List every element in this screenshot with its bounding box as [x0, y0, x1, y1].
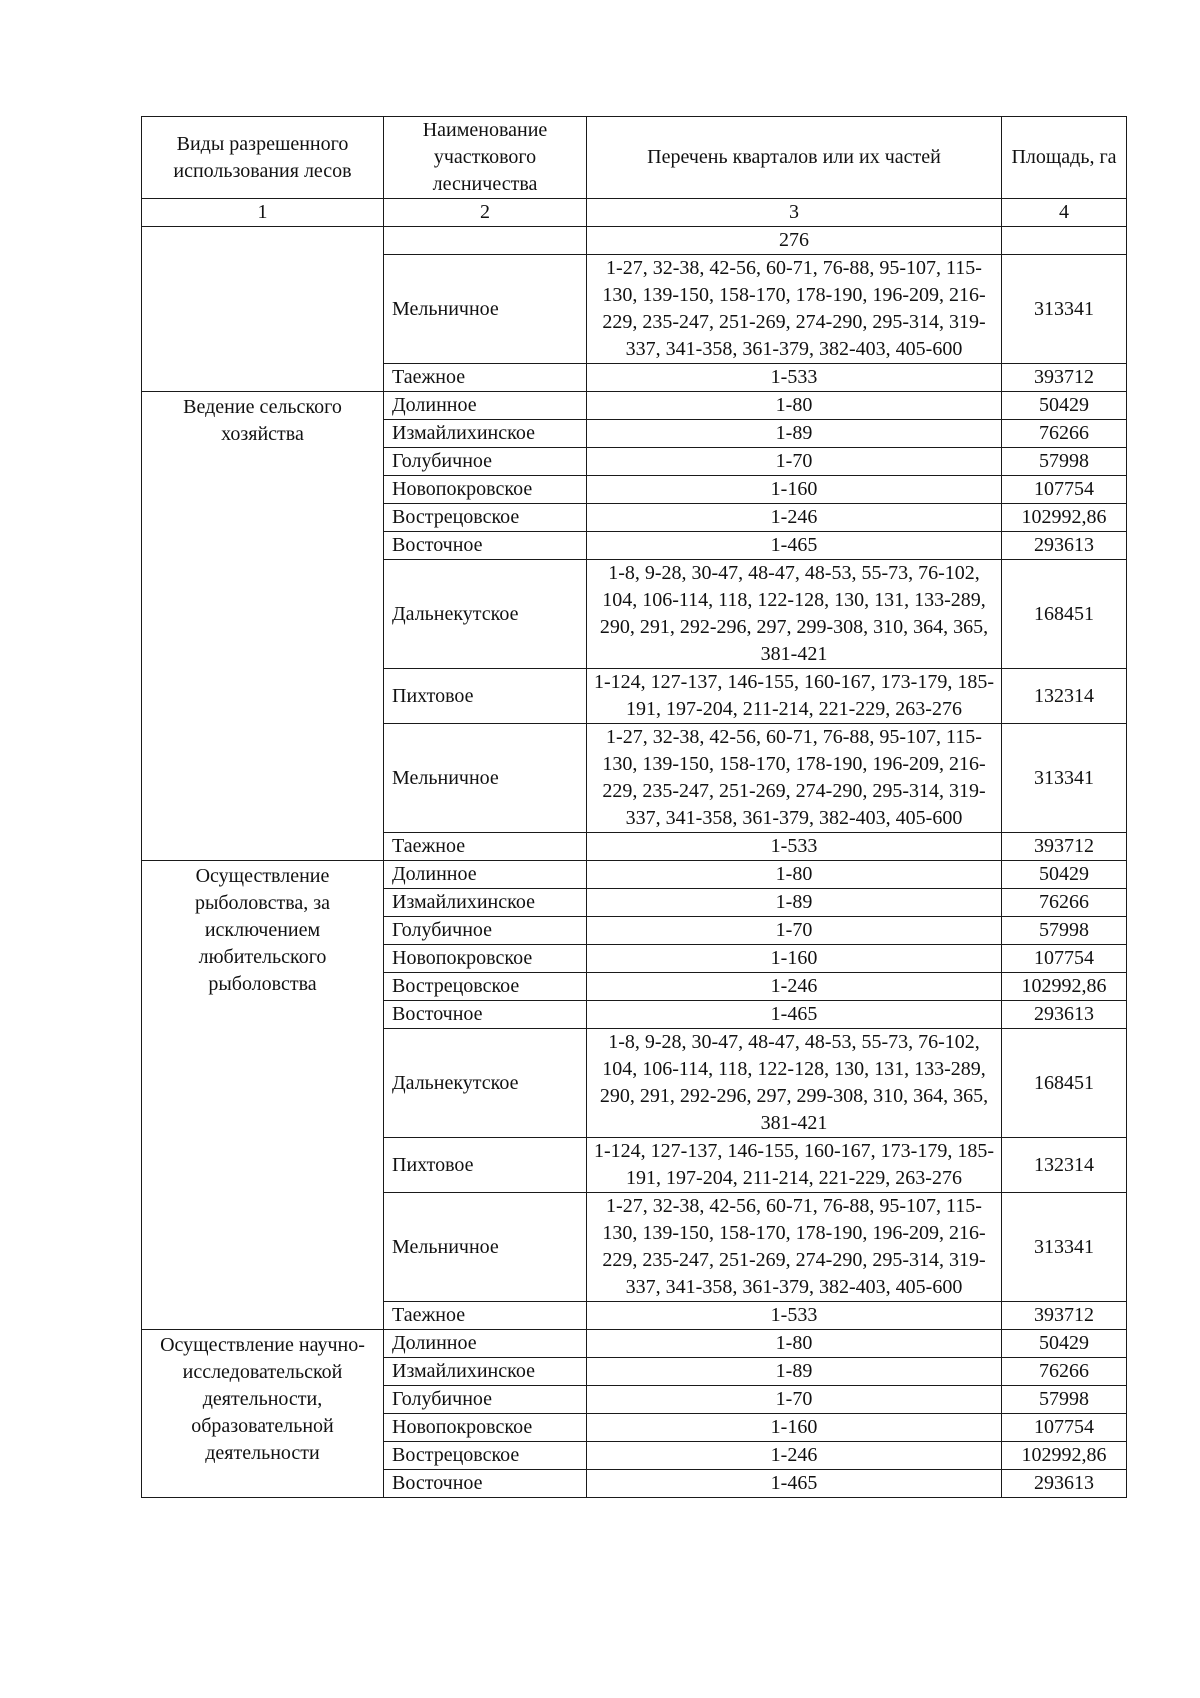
- quarters-cell: 1-70: [587, 448, 1002, 476]
- quarters-cell: 1-27, 32-38, 42-56, 60-71, 76-88, 95-107, 115-130, 139-150, 158-170, 178-190, 196-209, 216-229, 235-247, 251-269, 274-290, 295-314, 319-337, 341-358, 361-379, 382-403, 405-600: [587, 255, 1002, 364]
- column-number: 2: [384, 199, 587, 227]
- forestry-name-cell: Таежное: [384, 833, 587, 861]
- area-cell: 76266: [1002, 420, 1127, 448]
- quarters-cell: 1-80: [587, 1330, 1002, 1358]
- forestry-name-cell: Голубичное: [384, 448, 587, 476]
- header-cell: Наименование участкового лесничества: [384, 117, 587, 199]
- table-row: [142, 227, 1127, 255]
- header-cell: Перечень кварталов или их частей: [587, 117, 1002, 199]
- forestry-name-cell: Восточное: [384, 1470, 587, 1498]
- quarters-cell: 1-533: [587, 364, 1002, 392]
- quarters-cell: 276: [587, 227, 1002, 255]
- quarters-cell: 1-465: [587, 1470, 1002, 1498]
- column-number: 1: [142, 199, 384, 227]
- forestry-name-cell: Измайлихинское: [384, 1358, 587, 1386]
- area-cell: [1002, 227, 1127, 255]
- quarters-cell: 1-124, 127-137, 146-155, 160-167, 173-179, 185-191, 197-204, 211-214, 221-229, 263-276: [587, 669, 1002, 724]
- quarters-cell: 1-8, 9-28, 30-47, 48-47, 48-53, 55-73, 76-102, 104, 106-114, 118, 122-128, 130, 131, 133-289, 290, 291, 292-296, 297, 299-308, 310, 364, 365, 381-421: [587, 1029, 1002, 1138]
- area-cell: 102992,86: [1002, 1442, 1127, 1470]
- quarters-cell: 1-70: [587, 1386, 1002, 1414]
- forestry-name-cell: Вострецовское: [384, 973, 587, 1001]
- forestry-name-cell: Долинное: [384, 1330, 587, 1358]
- header-cell: Виды разрешенного использования лесов: [142, 117, 384, 199]
- forestry-name-cell: Голубичное: [384, 917, 587, 945]
- area-cell: 313341: [1002, 1193, 1127, 1302]
- forestry-name-cell: [384, 227, 587, 255]
- forestry-name-cell: Вострецовское: [384, 1442, 587, 1470]
- quarters-cell: 1-89: [587, 420, 1002, 448]
- quarters-cell: 1-80: [587, 392, 1002, 420]
- forestry-name-cell: Долинное: [384, 392, 587, 420]
- forest-use-type-cell: [142, 227, 384, 392]
- quarters-cell: 1-80: [587, 861, 1002, 889]
- quarters-cell: 1-160: [587, 476, 1002, 504]
- forestry-name-cell: Измайлихинское: [384, 420, 587, 448]
- area-cell: 168451: [1002, 1029, 1127, 1138]
- area-cell: 132314: [1002, 669, 1127, 724]
- area-cell: 107754: [1002, 1414, 1127, 1442]
- forestry-name-cell: Восточное: [384, 1001, 587, 1029]
- forestry-name-cell: Новопокровское: [384, 1414, 587, 1442]
- forest-use-type-cell: Осуществление научно-исследовательской деятельности, образовательной деятельности: [142, 1330, 384, 1498]
- quarters-cell: 1-246: [587, 504, 1002, 532]
- forestry-name-cell: Мельничное: [384, 1193, 587, 1302]
- header-row: [142, 117, 1127, 199]
- area-cell: 102992,86: [1002, 504, 1127, 532]
- area-cell: 293613: [1002, 1470, 1127, 1498]
- table-body: [142, 117, 1127, 1498]
- forestry-name-cell: Дальнекутское: [384, 560, 587, 669]
- area-cell: 76266: [1002, 1358, 1127, 1386]
- quarters-cell: 1-533: [587, 1302, 1002, 1330]
- area-cell: 107754: [1002, 945, 1127, 973]
- quarters-cell: 1-89: [587, 1358, 1002, 1386]
- area-cell: 50429: [1002, 861, 1127, 889]
- column-number: 4: [1002, 199, 1127, 227]
- column-number-row: [142, 199, 1127, 227]
- forest-use-type-cell: Ведение сельского хозяйства: [142, 392, 384, 861]
- area-cell: 313341: [1002, 724, 1127, 833]
- area-cell: 57998: [1002, 917, 1127, 945]
- table-row: [142, 861, 1127, 889]
- quarters-cell: 1-124, 127-137, 146-155, 160-167, 173-179, 185-191, 197-204, 211-214, 221-229, 263-276: [587, 1138, 1002, 1193]
- area-cell: 393712: [1002, 1302, 1127, 1330]
- header-cell: Площадь, га: [1002, 117, 1127, 199]
- forestry-name-cell: Дальнекутское: [384, 1029, 587, 1138]
- forestry-name-cell: Голубичное: [384, 1386, 587, 1414]
- area-cell: 168451: [1002, 560, 1127, 669]
- table-row: [142, 1330, 1127, 1358]
- quarters-cell: 1-27, 32-38, 42-56, 60-71, 76-88, 95-107, 115-130, 139-150, 158-170, 178-190, 196-209, 216-229, 235-247, 251-269, 274-290, 295-314, 319-337, 341-358, 361-379, 382-403, 405-600: [587, 1193, 1002, 1302]
- quarters-cell: 1-70: [587, 917, 1002, 945]
- quarters-cell: 1-533: [587, 833, 1002, 861]
- forestry-name-cell: Пихтовое: [384, 669, 587, 724]
- quarters-cell: 1-160: [587, 1414, 1002, 1442]
- area-cell: 293613: [1002, 1001, 1127, 1029]
- area-cell: 393712: [1002, 364, 1127, 392]
- forest-use-table: [141, 116, 1127, 1498]
- forest-use-type-cell: Осуществление рыболовства, за исключением любительского рыболовства: [142, 861, 384, 1330]
- forestry-name-cell: Мельничное: [384, 724, 587, 833]
- forestry-name-cell: Таежное: [384, 364, 587, 392]
- area-cell: 50429: [1002, 1330, 1127, 1358]
- area-cell: 102992,86: [1002, 973, 1127, 1001]
- forestry-name-cell: Восточное: [384, 532, 587, 560]
- forestry-name-cell: Долинное: [384, 861, 587, 889]
- quarters-cell: 1-465: [587, 532, 1002, 560]
- forestry-name-cell: Измайлихинское: [384, 889, 587, 917]
- area-cell: 57998: [1002, 1386, 1127, 1414]
- quarters-cell: 1-246: [587, 1442, 1002, 1470]
- forestry-name-cell: Мельничное: [384, 255, 587, 364]
- forestry-name-cell: Вострецовское: [384, 504, 587, 532]
- column-number: 3: [587, 199, 1002, 227]
- quarters-cell: 1-160: [587, 945, 1002, 973]
- forestry-name-cell: Пихтовое: [384, 1138, 587, 1193]
- area-cell: 132314: [1002, 1138, 1127, 1193]
- area-cell: 393712: [1002, 833, 1127, 861]
- forestry-name-cell: Новопокровское: [384, 476, 587, 504]
- quarters-cell: 1-246: [587, 973, 1002, 1001]
- table-row: [142, 392, 1127, 420]
- forestry-name-cell: Таежное: [384, 1302, 587, 1330]
- area-cell: 107754: [1002, 476, 1127, 504]
- area-cell: 293613: [1002, 532, 1127, 560]
- quarters-cell: 1-465: [587, 1001, 1002, 1029]
- quarters-cell: 1-8, 9-28, 30-47, 48-47, 48-53, 55-73, 76-102, 104, 106-114, 118, 122-128, 130, 131, 133-289, 290, 291, 292-296, 297, 299-308, 310, 364, 365, 381-421: [587, 560, 1002, 669]
- area-cell: 50429: [1002, 392, 1127, 420]
- quarters-cell: 1-27, 32-38, 42-56, 60-71, 76-88, 95-107, 115-130, 139-150, 158-170, 178-190, 196-209, 216-229, 235-247, 251-269, 274-290, 295-314, 319-337, 341-358, 361-379, 382-403, 405-600: [587, 724, 1002, 833]
- area-cell: 76266: [1002, 889, 1127, 917]
- area-cell: 57998: [1002, 448, 1127, 476]
- area-cell: 313341: [1002, 255, 1127, 364]
- quarters-cell: 1-89: [587, 889, 1002, 917]
- forestry-name-cell: Новопокровское: [384, 945, 587, 973]
